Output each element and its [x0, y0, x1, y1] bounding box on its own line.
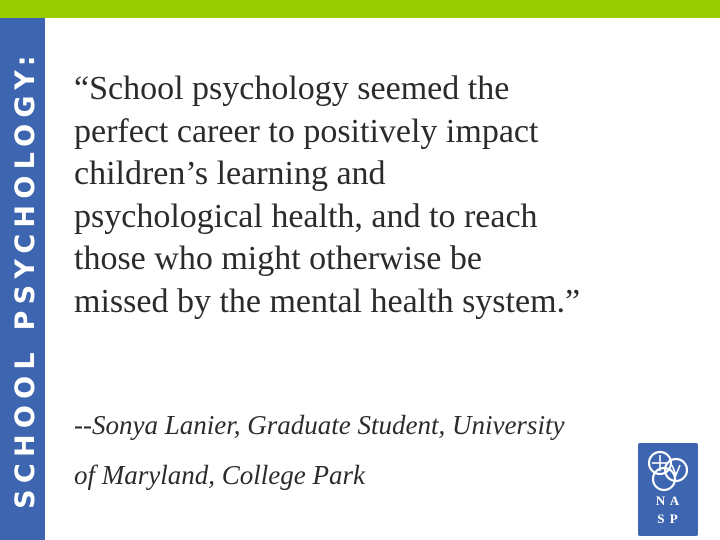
quote-text [74, 68, 704, 323]
top-accent-bar [0, 0, 720, 18]
side-banner-text: SCHOOL PSYCHOLOGY: [10, 49, 41, 509]
svg-text:N A: N A [655, 493, 681, 508]
nasp-logo-icon [638, 443, 698, 536]
quote-line: perfect career to positively impact [74, 112, 539, 150]
attribution-line: --Sonya Lanier, Graduate Student, University [74, 410, 565, 440]
quote-line: missed by the mental health system.” [74, 282, 581, 320]
quote-line: children’s learning and [74, 155, 386, 192]
attribution [74, 400, 674, 500]
side-banner [0, 18, 45, 540]
svg-text:S P: S P [657, 511, 679, 526]
quote-line: psychological health, and to reach [74, 197, 538, 235]
quote-line: those who might otherwise be [74, 240, 482, 277]
quote-line: “School psychology seemed the [74, 70, 510, 107]
attribution-line: of Maryland, College Park [74, 460, 365, 490]
